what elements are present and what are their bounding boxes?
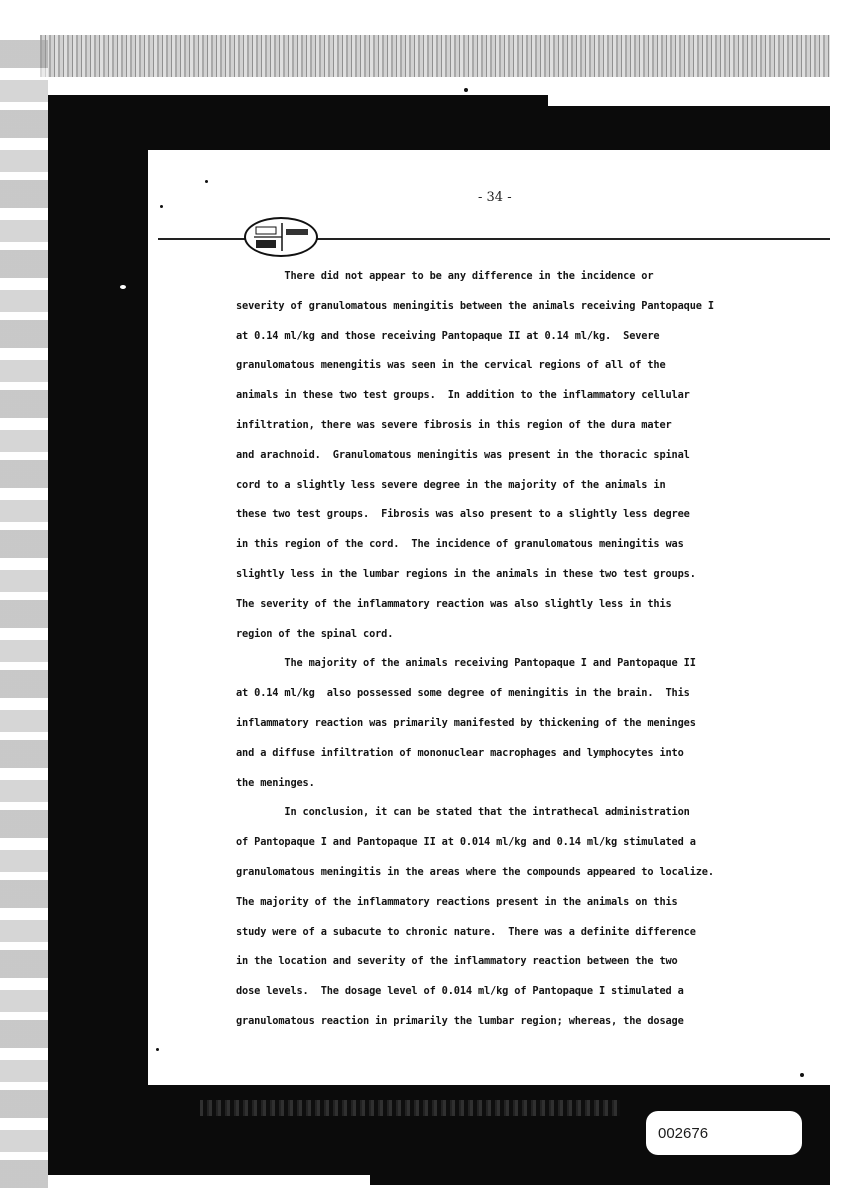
text-line: region of the spinal cord.: [236, 627, 394, 640]
text-line: animals in these two test groups. In addition to the inflammatory cellular: [236, 389, 690, 402]
text-line: these two test groups. Fibrosis was also present to a slightly less degree: [236, 508, 690, 521]
scan-border-top: [48, 95, 548, 150]
text-line: study were of a subacute to chronic nature. There was a definite difference: [236, 925, 696, 938]
text-line: of Pantopaque I and Pantopaque II at 0.014 ml/kg and 0.14 ml/kg stimulated a: [236, 836, 696, 849]
document-stamp: [244, 217, 318, 257]
scan-border-bottom-ext: [370, 1150, 830, 1185]
scan-speck: [120, 285, 126, 289]
scan-artifact-top: [40, 35, 830, 77]
text-line: and arachnoid. Granulomatous meningitis was present in the thoracic spinal: [236, 448, 690, 461]
text-line: infiltration, there was severe fibrosis in this region of the dura mater: [236, 418, 672, 431]
text-line: dose levels. The dosage level of 0.014 ml/kg of Pantopaque I stimulated a: [236, 985, 684, 998]
text-line: severity of granulomatous meningitis between the animals receiving Pantopaque I: [236, 299, 714, 312]
document-id: 002676: [658, 1125, 709, 1142]
text-line: in the location and severity of the inflammatory reaction between the two: [236, 955, 678, 968]
scan-artifact-left-strip: [0, 40, 48, 1190]
text-line: and a diffuse infiltration of mononuclear macrophages and lymphocytes into: [236, 746, 684, 759]
text-line: In conclusion, it can be stated that the intrathecal administration: [236, 806, 690, 819]
document-body: [236, 262, 826, 1037]
scan-border-left: [48, 95, 148, 1145]
text-line: at 0.14 ml/kg and those receiving Pantopaque II at 0.14 ml/kg. Severe: [236, 329, 660, 342]
text-line: inflammatory reaction was primarily manifested by thickening of the meninges: [236, 716, 696, 729]
text-line: granulomatous meningitis in the areas where the compounds appeared to localize.: [236, 865, 714, 878]
stamp-seal-icon: [246, 219, 316, 255]
text-line: granulomatous menengitis was seen in the cervical regions of all of the: [236, 359, 666, 372]
scan-speck: [160, 205, 163, 208]
text-line: in this region of the cord. The incidence of granulomatous meningitis was: [236, 538, 684, 551]
scan-noise-bottom: [200, 1100, 620, 1116]
scan-speck: [800, 1073, 804, 1077]
text-line: the meninges.: [236, 776, 315, 789]
text-line: cord to a slightly less severe degree in the majority of the animals in: [236, 478, 666, 491]
text-line: granulomatous reaction in primarily the lumbar region; whereas, the dosage: [236, 1014, 684, 1027]
page-number: - 34 -: [478, 190, 512, 205]
scan-speck: [205, 180, 208, 183]
document-id-label: [646, 1111, 802, 1155]
text-line: The severity of the inflammatory reaction was also slightly less in this: [236, 597, 672, 610]
text-line: There did not appear to be any difference in the incidence or: [236, 270, 654, 282]
scan-speck: [156, 1048, 159, 1051]
text-line: The majority of the inflammatory reactions present in the animals on this: [236, 895, 678, 908]
text-line: The majority of the animals receiving Pantopaque I and Pantopaque II: [236, 657, 696, 670]
text-line: slightly less in the lumbar regions in the animals in these two test groups.: [236, 567, 696, 580]
text-line: at 0.14 ml/kg also possessed some degree of meningitis in the brain. This: [236, 687, 690, 700]
scan-speck: [464, 88, 468, 92]
